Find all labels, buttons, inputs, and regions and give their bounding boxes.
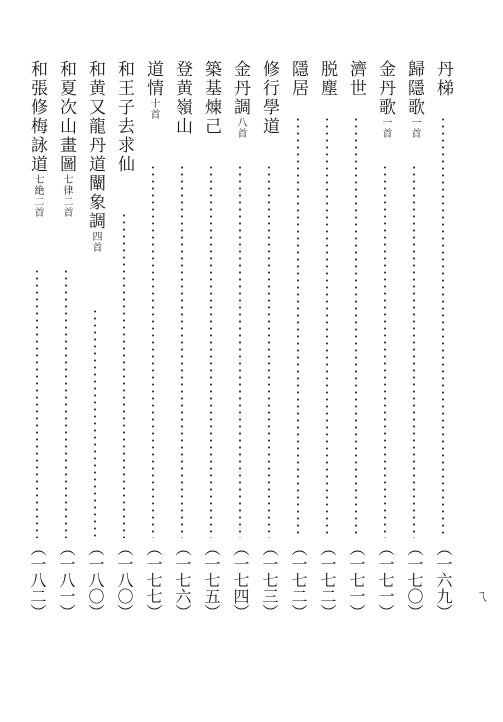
- entry-note: 四首: [90, 231, 101, 253]
- entry-title: 和夏次山畫圖: [56, 60, 76, 174]
- leader-dots: [64, 268, 68, 538]
- entry-title: 歸隱歌: [404, 60, 424, 117]
- toc-entry: [199, 60, 223, 660]
- leader-dots: [354, 116, 358, 538]
- leader-dots: [180, 164, 184, 538]
- entry-title: 金丹調: [230, 60, 250, 117]
- entry-page-number: （一七四）: [231, 540, 250, 620]
- toc-entry: [54, 60, 78, 660]
- entry-page-number: （一七一）: [347, 540, 366, 620]
- toc-entry: [344, 60, 368, 660]
- entry-title: 和黄又龍丹道闡象調: [85, 60, 105, 231]
- leader-dots: [412, 164, 416, 538]
- toc-entry: [402, 60, 426, 660]
- toc-entry: [431, 60, 455, 660]
- toc-entry: [112, 60, 136, 660]
- leader-dots: [325, 116, 329, 538]
- leader-dots: [93, 308, 97, 538]
- leader-dots: [209, 164, 213, 538]
- toc-entry: [170, 60, 194, 660]
- entry-title: 和王子去求仙: [114, 60, 134, 174]
- entry-note: 七律二首: [61, 174, 72, 218]
- toc-entry: [228, 60, 252, 660]
- toc-entry: [315, 60, 339, 660]
- entry-title: 築基煉己: [201, 60, 221, 136]
- entry-page-number: （一七一）: [376, 540, 395, 620]
- entry-page-number: （一八〇）: [86, 540, 105, 620]
- entry-page-number: （一七三）: [260, 540, 279, 620]
- entry-title: 道情: [143, 60, 163, 98]
- entry-title: 金丹歌: [375, 60, 395, 117]
- leader-dots: [35, 268, 39, 538]
- entry-title: 修行學道: [259, 60, 279, 136]
- entry-title: 濟世: [346, 60, 366, 98]
- entry-note: 一首: [380, 117, 391, 139]
- leader-dots: [122, 212, 126, 538]
- entry-page-number: （一六九）: [434, 540, 453, 620]
- entry-page-number: （一七二）: [289, 540, 308, 620]
- entry-title: 登黄嶺山: [172, 60, 192, 136]
- toc-entry: [373, 60, 397, 660]
- entry-title: 和張修梅詠道: [27, 60, 47, 174]
- leader-dots: [383, 164, 387, 538]
- entry-page-number: （一七七）: [144, 540, 163, 620]
- leader-dots: [238, 164, 242, 538]
- entry-page-number: （一八一）: [57, 540, 76, 620]
- corner-mark: ㄟ: [475, 589, 489, 605]
- leader-dots: [441, 116, 445, 538]
- toc-entry: [141, 60, 165, 660]
- toc-entry: [25, 60, 49, 660]
- toc-entry: [83, 60, 107, 660]
- entry-title: 隱居: [288, 60, 308, 98]
- leader-dots: [296, 116, 300, 538]
- entry-page-number: （一八〇）: [115, 540, 134, 620]
- entry-title: 脱塵: [317, 60, 337, 98]
- toc-entry: [286, 60, 310, 660]
- toc-entry: [257, 60, 281, 660]
- entry-note: 七絶二首: [32, 174, 43, 218]
- leader-dots: [151, 164, 155, 538]
- entry-page-number: （一七五）: [202, 540, 221, 620]
- entry-page-number: （一七二）: [318, 540, 337, 620]
- entry-page-number: （一八二）: [28, 540, 47, 620]
- entry-page-number: （一七六）: [173, 540, 192, 620]
- entry-note: 八首: [235, 117, 246, 139]
- leader-dots: [267, 164, 271, 538]
- entry-page-number: （一七〇）: [405, 540, 424, 620]
- entry-note: 一首: [409, 117, 420, 139]
- entry-title: 丹梯: [433, 60, 453, 98]
- entry-note: 十首: [148, 98, 159, 120]
